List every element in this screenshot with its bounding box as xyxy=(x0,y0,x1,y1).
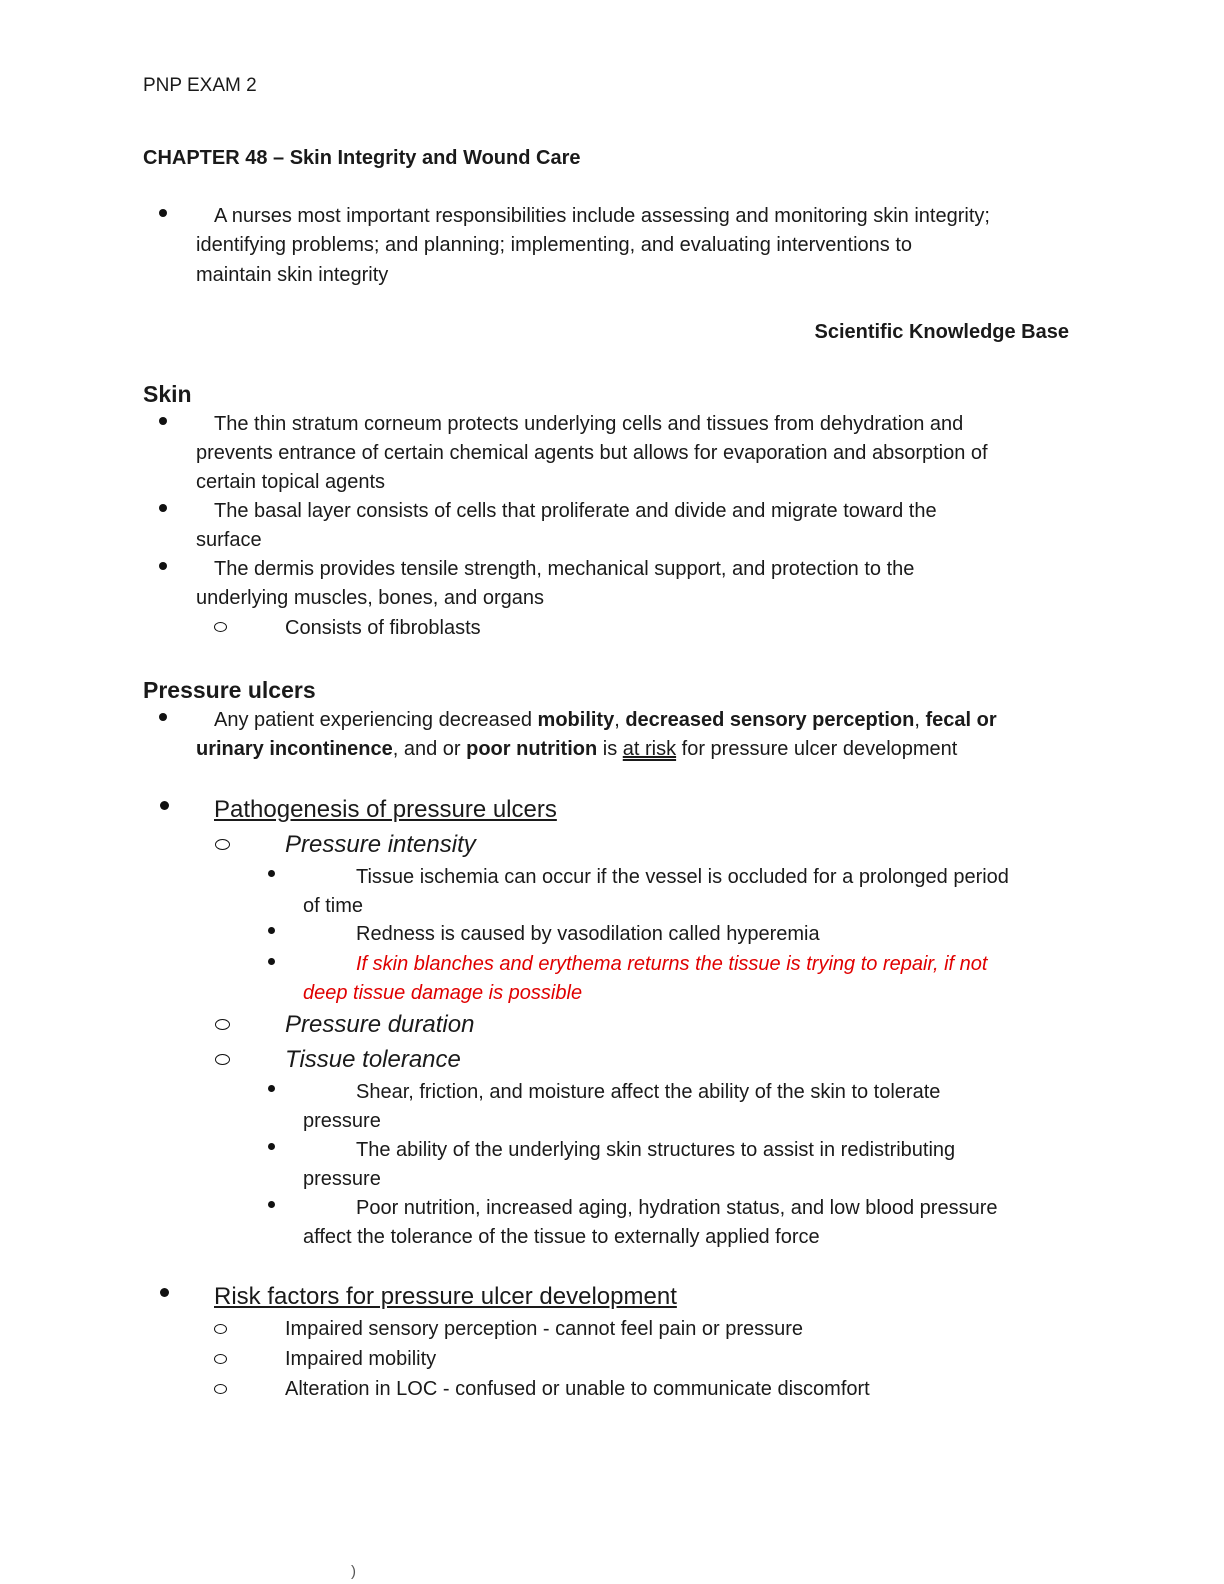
intensity-item-1-line-2: of time xyxy=(303,895,364,917)
text-run: is xyxy=(597,738,623,760)
bold-term: poor nutrition xyxy=(466,738,598,760)
bullet-icon xyxy=(268,1085,275,1092)
bullet-icon xyxy=(268,927,275,934)
footer-mark: ) xyxy=(351,1563,356,1580)
intro-line-2: identifying problems; and planning; implementing, and evaluating interventions to xyxy=(196,234,913,256)
circle-bullet-icon xyxy=(214,622,227,632)
risk-sentence-line-1 xyxy=(214,706,997,735)
bullet-icon xyxy=(159,209,167,217)
circle-bullet-icon xyxy=(214,1384,227,1394)
skin-bullet-2-line-2: surface xyxy=(196,529,262,551)
bullet-icon xyxy=(159,562,167,570)
tolerance-item-2-line-2: pressure xyxy=(303,1168,381,1190)
text-run: , xyxy=(614,709,626,731)
circle-bullet-icon xyxy=(215,1054,230,1065)
pressure-duration-title: Pressure duration xyxy=(285,1011,475,1038)
skin-bullet-1-line-1: The thin stratum corneum protects underlying cells and tissues from dehydration and xyxy=(214,413,964,435)
bullet-icon xyxy=(268,1201,275,1208)
circle-bullet-icon xyxy=(214,1354,227,1364)
intensity-item-2: Redness is caused by vasodilation called hyperemia xyxy=(356,923,820,945)
circle-bullet-icon xyxy=(214,1324,227,1334)
bullet-icon xyxy=(159,417,167,425)
bullet-icon xyxy=(159,504,167,512)
pressure-intensity-title: Pressure intensity xyxy=(285,831,476,858)
tolerance-item-1-line-1: Shear, friction, and moisture affect the ability of the skin to tolerate xyxy=(356,1081,941,1103)
skin-bullet-3-line-1: The dermis provides tensile strength, mechanical support, and protection to the xyxy=(214,558,915,580)
skin-sub-bullet: Consists of fibroblasts xyxy=(285,617,481,639)
bold-term: mobility xyxy=(537,709,615,731)
circle-bullet-icon xyxy=(215,1019,230,1030)
bullet-icon xyxy=(268,1143,275,1150)
text-run: for pressure ulcer development xyxy=(676,738,958,760)
running-header: PNP EXAM 2 xyxy=(143,75,257,96)
text-run: , and or xyxy=(392,738,467,760)
bold-term: fecal or xyxy=(925,709,997,731)
pressure-heading: Pressure ulcers xyxy=(143,677,316,703)
intensity-item-3-line-1: If skin blanches and erythema returns the tissue is trying to repair, if not xyxy=(356,953,988,975)
tolerance-item-2-line-1: The ability of the underlying skin structures to assist in redistributing xyxy=(356,1139,956,1161)
underlined-term: at risk xyxy=(622,738,677,760)
skin-bullet-1-line-3: certain topical agents xyxy=(196,471,386,493)
skin-heading: Skin xyxy=(143,381,192,407)
risk-factor-item: Impaired mobility xyxy=(285,1348,437,1370)
risk-factor-item: Impaired sensory perception - cannot feel pain or pressure xyxy=(285,1318,804,1340)
bold-term: decreased sensory perception xyxy=(625,709,915,731)
bullet-icon xyxy=(268,870,275,877)
risk-factors-title: Risk factors for pressure ulcer development xyxy=(214,1283,677,1310)
risk-factor-item: Alteration in LOC - confused or unable to communicate discomfort xyxy=(285,1378,870,1400)
tolerance-item-3-line-2: affect the tolerance of the tissue to externally applied force xyxy=(303,1226,820,1248)
bullet-icon xyxy=(160,801,169,810)
chapter-title: CHAPTER 48 – Skin Integrity and Wound Care xyxy=(143,147,581,169)
section-label: Scientific Knowledge Base xyxy=(814,321,1069,343)
tolerance-item-3-line-1: Poor nutrition, increased aging, hydration status, and low blood pressure xyxy=(356,1197,998,1219)
bullet-icon xyxy=(160,1288,169,1297)
skin-bullet-3-line-2: underlying muscles, bones, and organs xyxy=(196,587,544,609)
tolerance-item-1-line-2: pressure xyxy=(303,1110,381,1132)
text-run: , xyxy=(914,709,926,731)
intensity-item-1-line-1: Tissue ischemia can occur if the vessel is occluded for a prolonged period xyxy=(356,866,1009,888)
text-run: Any patient experiencing decreased xyxy=(214,709,538,731)
risk-sentence-line-2 xyxy=(196,735,957,764)
skin-bullet-2-line-1: The basal layer consists of cells that proliferate and divide and migrate toward the xyxy=(214,500,937,522)
intro-line-3: maintain skin integrity xyxy=(196,264,389,286)
bullet-icon xyxy=(159,713,167,721)
bullet-icon xyxy=(268,958,275,965)
pathogenesis-title: Pathogenesis of pressure ulcers xyxy=(214,796,557,823)
skin-bullet-1-line-2: prevents entrance of certain chemical agents but allows for evaporation and absorption of xyxy=(196,442,988,464)
intensity-item-3-line-2: deep tissue damage is possible xyxy=(303,982,583,1004)
tissue-tolerance-title: Tissue tolerance xyxy=(285,1046,461,1073)
bold-term: urinary incontinence xyxy=(196,738,393,760)
circle-bullet-icon xyxy=(215,839,230,850)
intro-line-1: A nurses most important responsibilities include assessing and monitoring skin integrity; xyxy=(214,205,990,227)
